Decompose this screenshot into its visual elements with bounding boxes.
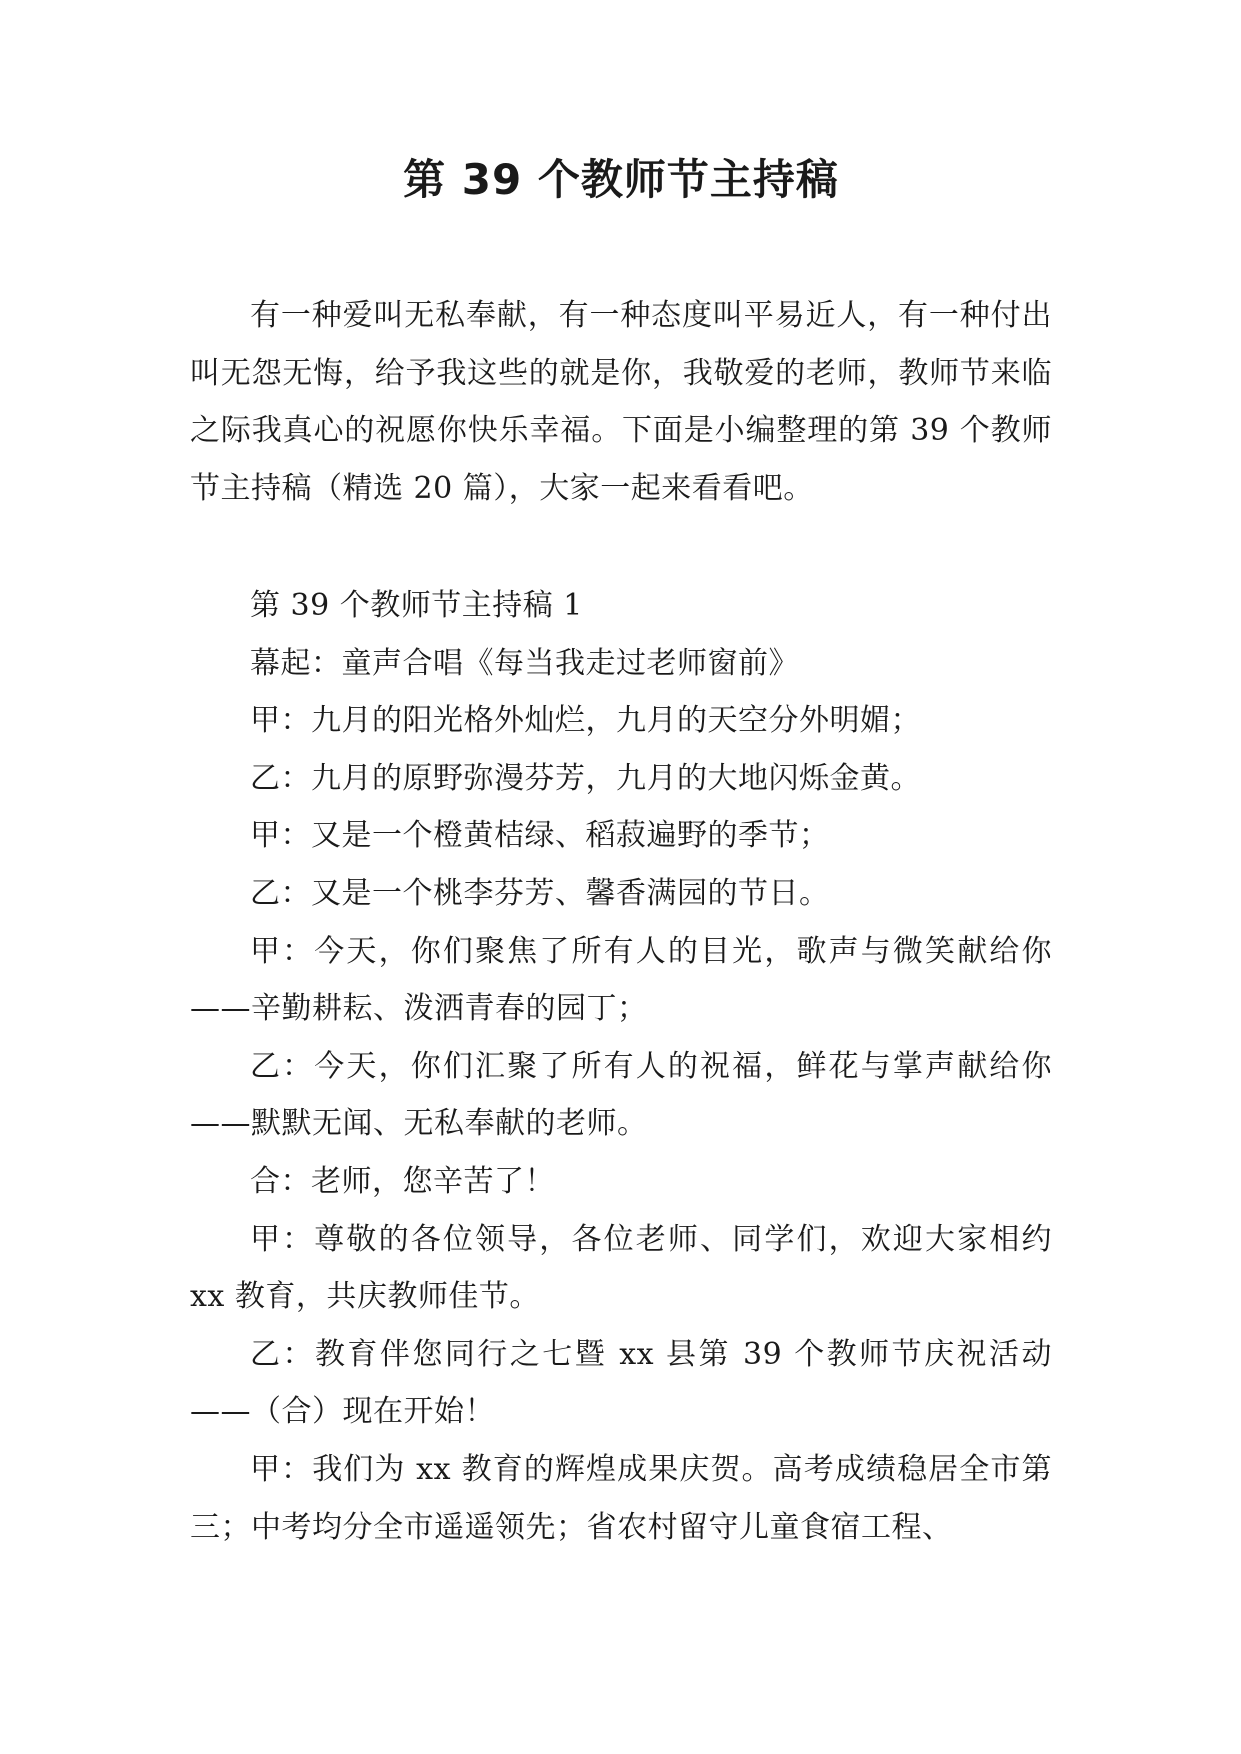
- body-paragraph: 合：老师，您辛苦了！: [250, 1163, 555, 1199]
- body-paragraph: 甲：尊敬的各位领导，各位老师、同学们，欢迎大家相约 xx 教育，共庆教师佳节。: [190, 1221, 1052, 1315]
- body-paragraph: 乙：今天，你们汇聚了所有人的祝福，鲜花与掌声献给你——默默无闻、无私奉献的老师。: [190, 1048, 1052, 1142]
- intro-paragraph: 有一种爱叫无私奉献，有一种态度叫平易近人，有一种付出叫无怨无悔，给予我这些的就是你，我敬爱的老师，教师节来临之际我真心的祝愿你快乐幸福。下面是小编整理的第 39 个教师节主持稿（精选 20 篇），大家一起来看看吧。: [190, 298, 1052, 506]
- body-paragraph: 甲：今天，你们聚焦了所有人的目光，歌声与微笑献给你——辛勤耕耘、泼洒青春的园丁；: [190, 933, 1052, 1027]
- body-paragraph: 乙：教育伴您同行之七暨 xx 县第 39 个教师节庆祝活动——（合）现在开始！: [190, 1336, 1052, 1430]
- document-title: 第 39 个教师节主持稿: [403, 155, 839, 204]
- body-paragraph: 幕起：童声合唱《每当我走过老师窗前》: [250, 645, 799, 681]
- body-paragraph: 甲：我们为 xx 教育的辉煌成果庆贺。高考成绩稳居全市第三；中考均分全市遥遥领先；省农村留守儿童食宿工程、: [190, 1451, 1052, 1545]
- body-paragraph: 甲：又是一个橙黄桔绿、稻菽遍野的季节；: [250, 818, 830, 854]
- body-paragraph: 乙：又是一个桃李芬芳、馨香满园的节日。: [250, 875, 830, 911]
- section-heading: 第 39 个教师节主持稿 1: [250, 588, 583, 623]
- document-body: [190, 577, 1052, 1556]
- body-paragraph: 乙：九月的原野弥漫芬芳，九月的大地闪烁金黄。: [250, 760, 921, 796]
- body-paragraph: 甲：九月的阳光格外灿烂，九月的天空分外明媚；: [250, 703, 921, 739]
